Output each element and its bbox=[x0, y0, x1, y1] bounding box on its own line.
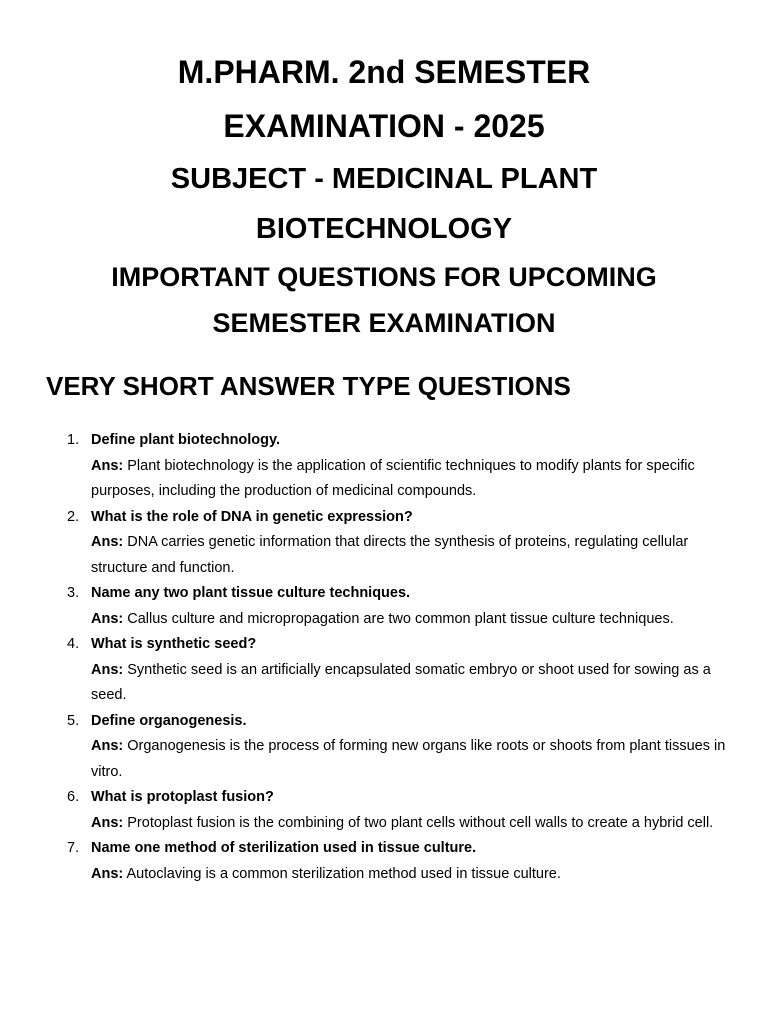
answer-label: Ans: bbox=[91, 738, 124, 754]
question-text: Define plant biotechnology. bbox=[91, 432, 281, 448]
answer-block bbox=[91, 811, 731, 837]
exam-title-line-2: EXAMINATION - 2025 bbox=[223, 108, 545, 144]
exam-title-line-1: M.PHARM. 2nd SEMESTER bbox=[177, 54, 591, 90]
question-item bbox=[0, 505, 768, 582]
subtitle-line-2: SEMESTER EXAMINATION bbox=[212, 308, 556, 338]
question-number: 1. bbox=[67, 432, 80, 448]
section-heading: VERY SHORT ANSWER TYPE QUESTIONS bbox=[46, 371, 571, 401]
question-item bbox=[0, 632, 768, 709]
answer-label: Ans: bbox=[91, 457, 124, 474]
answer-label: Ans: bbox=[91, 814, 124, 831]
question-text: Name any two plant tissue culture techniques. bbox=[91, 585, 411, 601]
question-number: 2. bbox=[67, 508, 80, 525]
question-text: What is the role of DNA in genetic expression? bbox=[91, 508, 413, 525]
answer-text: Protoplast fusion is the combining of two plant cells without cell walls to create a hybrid cell. bbox=[127, 814, 714, 831]
question-text: What is synthetic seed? bbox=[91, 636, 257, 652]
answer-text: Callus culture and micropropagation are two common plant tissue culture techniques. bbox=[127, 610, 674, 627]
question-item bbox=[0, 785, 768, 836]
subject-line-1: SUBJECT - MEDICINAL PLANT bbox=[170, 163, 598, 195]
question-text: Define organogenesis. bbox=[91, 712, 247, 729]
question-number: 4. bbox=[67, 636, 80, 652]
answer-label: Ans: bbox=[91, 610, 124, 627]
answer-label: Ans: bbox=[91, 661, 124, 678]
answer-label: Ans: bbox=[91, 534, 124, 550]
subject-line-2: BIOTECHNOLOGY bbox=[255, 213, 513, 245]
answer-text: Synthetic seed is an artificially encapsulated somatic embryo or shoot used for sowing as a seed. bbox=[91, 661, 711, 703]
question-item bbox=[0, 709, 768, 786]
answer-block bbox=[91, 454, 731, 505]
answer-block bbox=[91, 862, 731, 888]
answer-label: Ans: bbox=[91, 865, 124, 882]
answer-block bbox=[91, 607, 731, 633]
answer-text: Plant biotechnology is the application of scientific techniques to modify plants for specific purposes, including the production of medicinal compounds. bbox=[91, 457, 695, 499]
question-text: What is protoplast fusion? bbox=[91, 789, 274, 805]
answer-block bbox=[91, 734, 731, 785]
question-item bbox=[0, 428, 768, 505]
question-number: 5. bbox=[67, 712, 80, 729]
question-list bbox=[0, 428, 768, 887]
question-number: 3. bbox=[67, 585, 80, 601]
answer-text: Autoclaving is a common sterilization method used in tissue culture. bbox=[126, 865, 561, 882]
answer-block bbox=[91, 530, 731, 581]
subtitle-line-1: IMPORTANT QUESTIONS FOR UPCOMING bbox=[111, 262, 657, 292]
question-item bbox=[0, 836, 768, 887]
question-number: 7. bbox=[67, 840, 80, 856]
answer-text: DNA carries genetic information that directs the synthesis of proteins, regulating cellular structure and function. bbox=[91, 534, 689, 576]
answer-text: Organogenesis is the process of forming new organs like roots or shoots from plant tissues in vitro. bbox=[91, 738, 726, 780]
question-text: Name one method of sterilization used in tissue culture. bbox=[91, 840, 477, 856]
question-number: 6. bbox=[67, 789, 80, 805]
answer-block bbox=[91, 658, 731, 709]
question-item bbox=[0, 581, 768, 632]
